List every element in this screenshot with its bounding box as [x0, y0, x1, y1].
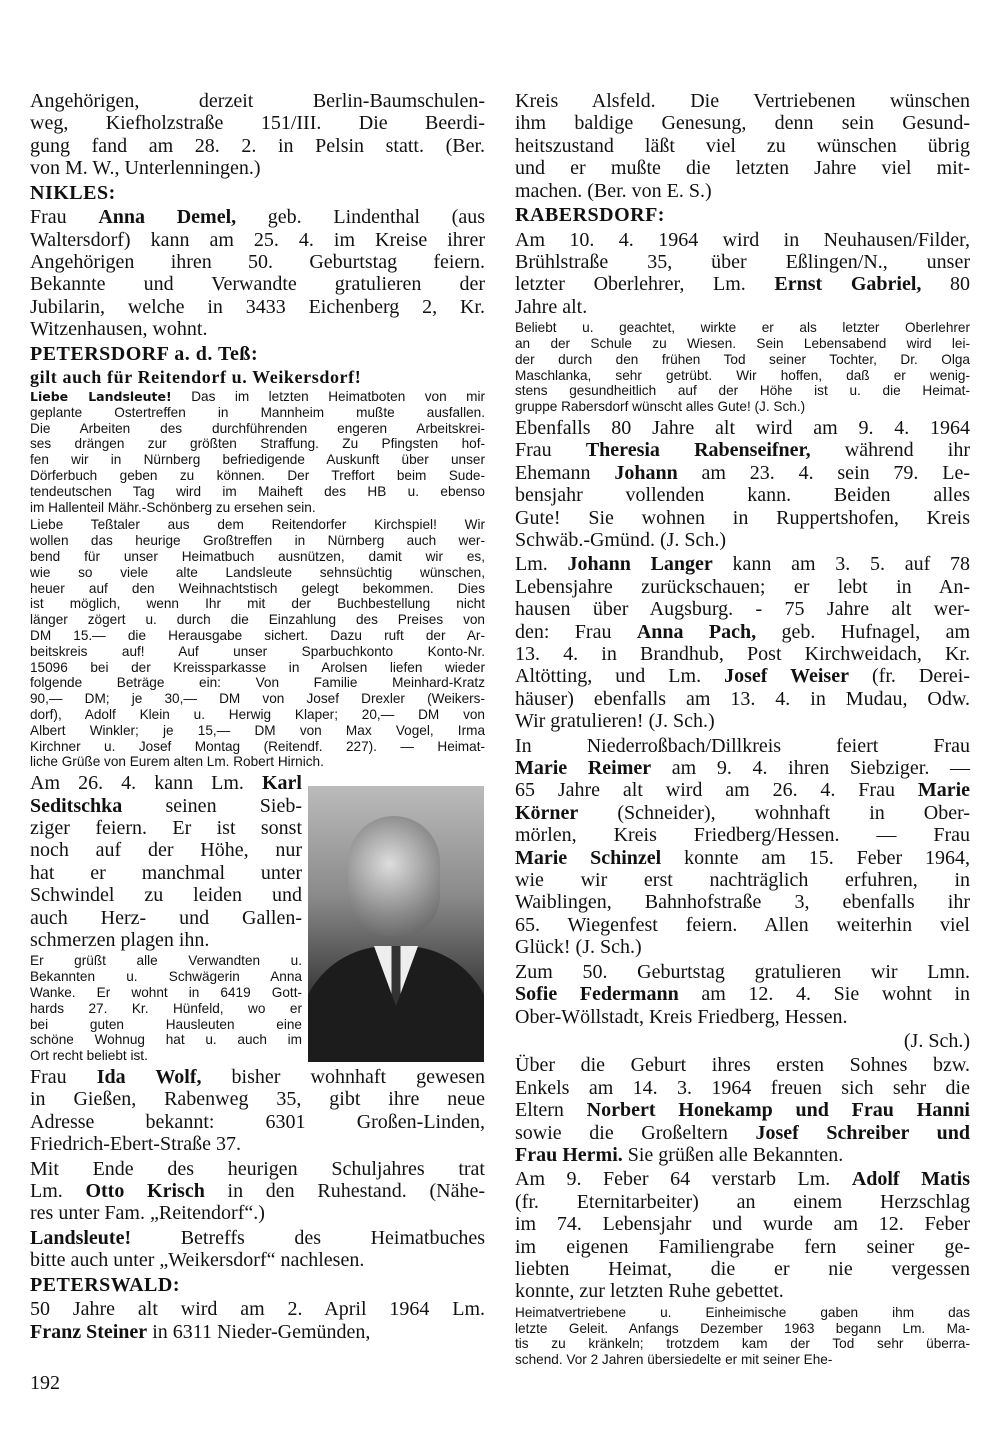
text-line: 13. 4. in Brandhub, Post Kirchweidach, Kr.	[515, 643, 970, 665]
text-run: Frau	[515, 439, 586, 462]
text-run: (Schneider), wohnhaft in Ober-	[578, 801, 970, 824]
bold-name: Marie Schinzel	[515, 846, 662, 869]
text-line	[515, 1099, 970, 1121]
text-line: NIKLES:	[30, 181, 116, 204]
section-heading	[30, 343, 485, 366]
text-line: letzte Geleit. Anfangs Dezember 1963 begann Lm. Ma-	[515, 1320, 970, 1336]
bold-name: Johann Langer	[567, 553, 713, 576]
text-line: Über die Geburt ihres ersten Sohnes bzw.	[515, 1054, 970, 1077]
small-print-paragraph	[515, 1305, 970, 1368]
text-line: Lebensjahre zurückschauen; er lebt in An-	[515, 575, 970, 598]
text-line: machen. (Ber. von E. S.)	[515, 179, 712, 202]
text-line	[30, 795, 302, 817]
text-run: am 23. 4. sein 79. Le-	[677, 461, 970, 484]
text-line: Brühlstraße 35, über Eßlingen/N., unser	[515, 250, 970, 273]
text-run: konnte am 15. Feber 1964,	[661, 846, 970, 869]
text-line: bei guten Hausleuten eine	[30, 1016, 302, 1032]
text-line: Jubilarin, welche in 3433 Eichenberg 2, Kr.	[30, 295, 485, 318]
bold-name: Sofie Federmann	[515, 983, 679, 1006]
text-line	[515, 779, 970, 801]
text-line	[30, 1066, 485, 1088]
text-line: Angehörigen, derzeit Berlin-Baumschulen-	[30, 90, 485, 112]
text-line: gilt auch für Reitendorf u. Weikersdorf!	[30, 367, 362, 388]
text-line: 90,— DM; je 30,— DM von Josef Drexler (Weikers-	[30, 691, 485, 707]
text-line: Ort recht beliebt ist.	[30, 1048, 148, 1064]
text-line: ihm baldige Genesung, denn sein Gesund-	[515, 112, 970, 135]
text-line: Heimatvertriebene u. Einheimische gaben ihm das	[515, 1304, 970, 1320]
bold-name: Frau Hermi.	[515, 1143, 623, 1166]
text-line: und er mußte die letzten Jahre viel mit-	[515, 157, 970, 180]
text-line: wollen das heurige Großtreffen in Nürnberg auch wer-	[30, 533, 485, 549]
text-line: Waltersdorf) kann am 25. 4. im Kreise ihrer	[30, 228, 485, 251]
text-line: wie so viele alte Landsleute sehnsüchtig wünschen,	[30, 564, 485, 580]
text-line: Kreis Alsfeld. Die Vertriebenen wünschen	[515, 90, 970, 112]
text-line: Maschlanka, sehr getrübt. Wir hoffen, daß er wenig-	[515, 367, 970, 383]
text-line: In Niederroßbach/Dillkreis feiert Frau	[515, 734, 970, 757]
text-line: mörlen, Kreis Friedberg/Hessen. — Frau	[515, 824, 970, 847]
text-run: den: Frau	[515, 620, 637, 643]
paragraph	[515, 1030, 970, 1052]
bold-name: Otto Krisch	[85, 1180, 205, 1203]
small-print-paragraph	[30, 389, 485, 515]
text-line	[515, 847, 970, 869]
bold-name: Josef Weiser	[724, 665, 849, 688]
text-line	[30, 1227, 485, 1249]
text-line: Waiblingen, Bahnhofstraße 3, ebenfalls ihr	[515, 891, 970, 914]
text-run: Frau	[30, 1066, 97, 1089]
text-line: wie wir erst nachträglich erfuhren, in	[515, 869, 970, 892]
text-line: fen wir in Nürnberg befriedigende Auskunft über unser	[30, 452, 485, 468]
text-line: schöne Wohnug hat u. auch im	[30, 1032, 302, 1048]
text-line: PETERSDORF a. d. Teß:	[30, 342, 259, 365]
text-run: geb. Lindenthal (aus	[236, 206, 485, 229]
text-line: von M. W., Unterlenningen.)	[30, 157, 261, 180]
text-line	[30, 772, 302, 794]
text-line: Beliebt u. geachtet, wirkte er als letzter Oberlehrer	[515, 320, 970, 336]
text-line: im Hallenteil Mähr.-Schönberg zu ersehen sein.	[30, 499, 316, 515]
left-column	[30, 88, 485, 1343]
text-line: schmerzen plagen ihn.	[30, 929, 210, 952]
paragraph	[30, 1066, 485, 1156]
text-run: Frau	[30, 206, 99, 229]
bold-name: Marie Reimer	[515, 757, 652, 780]
text-line: res unter Fam. „Reitendorf“.)	[30, 1202, 265, 1225]
bold-name: Johann	[614, 461, 678, 484]
bold-name: Franz Steiner	[30, 1320, 148, 1343]
bold-name: Anna Pach,	[636, 620, 757, 643]
paragraph	[515, 1054, 970, 1166]
page-number: 192	[30, 1372, 60, 1394]
text-line: 65. Wiegenfest feiern. Allen weiterhin viel	[515, 913, 970, 936]
paragraph	[30, 90, 485, 180]
text-run: seinen Sieb-	[122, 794, 302, 817]
text-line: dorf), Adolf Klein u. Herwig Klaper; 20,— DM von	[30, 707, 485, 722]
text-run: 80	[921, 273, 970, 296]
text-run: bisher wohnhaft gewesen	[201, 1066, 485, 1089]
paragraph	[515, 1168, 970, 1302]
text-run: letzter Oberlehrer, Lm.	[515, 273, 775, 296]
text-line: Dörferbuch geben zu können. Der Treffort beim Sude-	[30, 468, 485, 484]
text-run: in 6311 Nieder-Gemünden,	[147, 1320, 371, 1343]
text-run: während ihr	[810, 439, 970, 462]
text-line: bitte auch unter „Weikersdorf“ nachlesen.	[30, 1249, 365, 1272]
text-line: häuser) ebenfalls am 13. 4. in Mudau, Odw.	[515, 687, 970, 710]
right-column	[515, 88, 970, 1368]
text-line: ses drängen zur größten Straffung. Zu Pfingsten hof-	[30, 436, 485, 452]
text-line: der durch den frühen Tod seiner Tochter, Dr. Olga	[515, 351, 970, 367]
text-line: Jahre alt.	[515, 295, 588, 318]
text-run: Altötting, und Lm.	[515, 665, 725, 688]
text-line: DM 15.— die Herausgabe sichert. Dazu ruft der Ar-	[30, 628, 485, 644]
text-run: sowie die Großeltern	[515, 1121, 756, 1144]
section-heading	[515, 204, 970, 227]
small-print-paragraph	[30, 953, 302, 1064]
portrait-photo	[308, 786, 484, 1062]
paragraph	[515, 229, 970, 319]
text-line: RABERSDORF:	[515, 204, 665, 227]
text-line: auch Herz- und Gallen-	[30, 906, 302, 929]
text-line: weg, Kiefholzstraße 151/III. Die Beerdi-	[30, 112, 485, 135]
paragraph	[30, 1298, 485, 1343]
text-run: Sie grüßen alle Bekannten.	[622, 1143, 844, 1166]
text-line: gruppe Rabersdorf wünscht alles Gute! (J. Sch.)	[515, 399, 806, 415]
text-line	[515, 757, 970, 779]
text-line: Er grüßt alle Verwandten u.	[30, 953, 302, 969]
bold-name: Josef Schreiber und	[755, 1121, 970, 1144]
paragraph	[515, 735, 970, 959]
text-line: beitskreis auf! Auf unser Sparbuchkonto Konto-Nr.	[30, 643, 485, 659]
text-line: ziger feiern. Er ist sonst	[30, 817, 302, 839]
text-line	[515, 1122, 970, 1144]
text-line: Friedrich-Ebert-Straße 37.	[30, 1133, 242, 1156]
text-line: (J. Sch.)	[903, 1029, 970, 1052]
text-run: am 9. 4. ihren Siebziger. —	[651, 757, 971, 780]
text-line: gung fand am 28. 2. in Pelsin statt. (Ber.	[30, 134, 485, 157]
text-line: Ober-Wöllstadt, Kreis Friedberg, Hessen.	[515, 1005, 848, 1028]
paragraph	[30, 206, 485, 340]
bold-name: Landsleute!	[30, 1226, 132, 1249]
text-run: Lm.	[515, 553, 568, 576]
paragraph	[30, 772, 302, 951]
text-line: (fr. Eternitarbeiter) an einem Herzschlag	[515, 1190, 970, 1213]
bold-name: Ida Wolf,	[96, 1066, 202, 1089]
text-line: länger zögert u. durch die Einzahlung des Preises von	[30, 612, 485, 628]
text-line: ist möglich, wenn Ihr mit der Buchbestellung nicht	[30, 596, 485, 612]
bold-name: Adolf Matis	[851, 1168, 970, 1191]
bold-name: Anna Demel,	[98, 206, 237, 229]
text-line: heuer auf den Weihnachtstisch gelegt bekommen. Dies	[30, 580, 485, 596]
text-line	[515, 273, 970, 295]
paragraph	[30, 1227, 485, 1272]
photo-head	[348, 816, 440, 936]
text-line: Witzenhausen, wohnt.	[30, 318, 208, 341]
text-line: Liebe Teßtaler aus dem Reitendorfer Kirchspiel! Wir	[30, 517, 485, 533]
text-line: konnte, zur letzten Ruhe gebettet.	[515, 1280, 784, 1303]
text-line: Wir gratulieren! (J. Sch.)	[515, 710, 715, 733]
bold-name: Norbert Honekamp und Frau Hanni	[586, 1099, 970, 1122]
text-line	[515, 1168, 970, 1190]
bold-name: Ernst Gabriel,	[774, 273, 922, 296]
text-line	[515, 1144, 970, 1166]
text-run: Am 26. 4. kann Lm.	[30, 772, 262, 795]
text-line	[515, 983, 970, 1005]
text-line: Ebenfalls 80 Jahre alt wird am 9. 4. 1964	[515, 416, 970, 439]
text-line: liche Grüße von Eurem alten Lm. Robert Hirnich.	[30, 754, 324, 770]
text-line: hat er manchmal unter	[30, 861, 302, 884]
text-line	[30, 1321, 485, 1343]
text-line: Angehörigen ihren 50. Geburtstag feiern.	[30, 250, 485, 273]
text-line	[515, 462, 970, 484]
text-line: Schwäb.-Gmünd. (J. Sch.)	[515, 528, 727, 551]
text-run: am 12. 4. Sie wohnt in	[678, 983, 971, 1006]
paragraph	[515, 417, 970, 551]
text-line: an der Schule zu Wiesen. Sein Lebensabend wird lei-	[515, 335, 970, 351]
text-line: heitszustand läßt viel zu wünschen übrig	[515, 134, 970, 157]
text-line: geplante Ostertreffen in Mannheim mußte ausfallen.	[30, 404, 485, 420]
section-heading	[30, 367, 485, 387]
text-line: hards 27. Kr. Hünfeld, wo er	[30, 1000, 302, 1016]
text-run: (fr. Derei-	[848, 665, 971, 688]
text-line: Bekannte und Verwandte gratulieren der	[30, 273, 485, 296]
text-line	[30, 1180, 485, 1202]
text-line: schend. Vor 2 Jahren übersiedelte er mit seiner Ehe-	[515, 1352, 833, 1368]
bold-name: Theresia Rabenseifner,	[585, 439, 811, 462]
text-line	[515, 665, 970, 687]
text-line: Zum 50. Geburtstag gratulieren wir Lmn.	[515, 960, 970, 983]
text-run: Ehemann	[515, 461, 615, 484]
section-heading	[30, 182, 485, 205]
text-line: Enkels am 14. 3. 1964 freuen sich sehr die	[515, 1076, 970, 1099]
text-line	[30, 389, 485, 405]
text-line: im 74. Lebensjahr und wurde am 12. Feber	[515, 1213, 970, 1236]
text-line: 50 Jahre alt wird am 2. April 1964 Lm.	[30, 1298, 485, 1321]
paragraph	[30, 1158, 485, 1225]
text-line: Die Arbeiten des durchführenden engeren Arbeitskrei-	[30, 420, 485, 436]
text-line: Schwindel zu leiden und	[30, 884, 302, 907]
text-line: im eigenen Familiengrabe fern seiner ge-	[515, 1235, 970, 1258]
text-run: Betreffs des Heimatbuches	[131, 1226, 485, 1249]
text-line: Wanke. Er wohnt in 6419 Gott-	[30, 985, 302, 1001]
paragraph	[515, 961, 970, 1028]
text-run: Am 9. Feber 64 verstarb Lm.	[515, 1168, 852, 1191]
text-line: 15096 bei der Kreissparkasse in Arolsen liefen wieder	[30, 659, 485, 675]
text-run: geb. Hufnagel, am	[756, 620, 971, 643]
text-line: stens gesundheitlich auf der Höhe ist u. die Heimat-	[515, 383, 970, 399]
text-line: tis zu kränkeln; trotzdem kam der Tod sehr überra-	[515, 1336, 970, 1352]
text-run: Eltern	[515, 1099, 587, 1122]
text-run: kann am 3. 5. auf 78	[712, 553, 970, 576]
bold-name: Marie	[917, 779, 970, 802]
text-line	[30, 206, 485, 228]
text-line: Am 10. 4. 1964 wird in Neuhausen/Filder,	[515, 228, 970, 251]
text-line: Albert Winkler; je 15,— DM von Max Vogel, Irma	[30, 722, 485, 738]
text-line: in Gießen, Rabenweg 35, gibt ihre neue	[30, 1088, 485, 1111]
text-line: PETERSWALD:	[30, 1273, 180, 1296]
bold-name: Körner	[515, 801, 579, 824]
text-run: 65 Jahre alt wird am 26. 4. Frau	[515, 779, 918, 802]
text-line	[515, 621, 970, 643]
small-print-paragraph	[30, 517, 485, 770]
text-line: Gute! Sie wohnen in Ruppertshofen, Kreis	[515, 506, 970, 529]
text-line: noch auf der Höhe, nur	[30, 839, 302, 862]
text-line: bensjahr vollenden kann. Beiden alles	[515, 484, 970, 507]
text-line: Kirchner u. Josef Montag (Reitendf. 227). — Heimat-	[30, 738, 485, 754]
text-run: Das im letzten Heimatboten von mir	[171, 389, 486, 405]
text-line: bend für unser Heimatbuch ausnützen, damit wir es,	[30, 549, 485, 565]
text-line: folgende Beträge ein: Von Familie Meinhard-Kratz	[30, 675, 485, 691]
bold-name: Karl	[262, 772, 302, 795]
text-line	[515, 553, 970, 575]
small-print-paragraph	[515, 320, 970, 415]
text-run: in den Ruhestand. (Nähe-	[204, 1180, 485, 1203]
text-line: Bekannten u. Schwägerin Anna	[30, 969, 302, 985]
text-line: hausen über Augsburg. - 75 Jahre alt wer-	[515, 598, 970, 621]
section-heading	[30, 1274, 485, 1297]
text-line	[515, 439, 970, 461]
bold-name: Seditschka	[30, 794, 123, 817]
text-line	[515, 802, 970, 824]
bold-name: Liebe Landsleute!	[30, 389, 172, 405]
text-line: tendeutschen Tag wird im Maiheft des HB u. ebenso	[30, 483, 485, 499]
text-line: Glück! (J. Sch.)	[515, 936, 642, 959]
text-line: liebten Heimat, die er nie vergessen	[515, 1257, 970, 1280]
text-line: Mit Ende des heurigen Schuljahres trat	[30, 1157, 485, 1180]
text-run: Lm.	[30, 1180, 86, 1203]
paragraph	[515, 90, 970, 202]
text-line: Adresse bekannt: 6301 Großen-Linden,	[30, 1110, 485, 1133]
paragraph	[515, 553, 970, 732]
